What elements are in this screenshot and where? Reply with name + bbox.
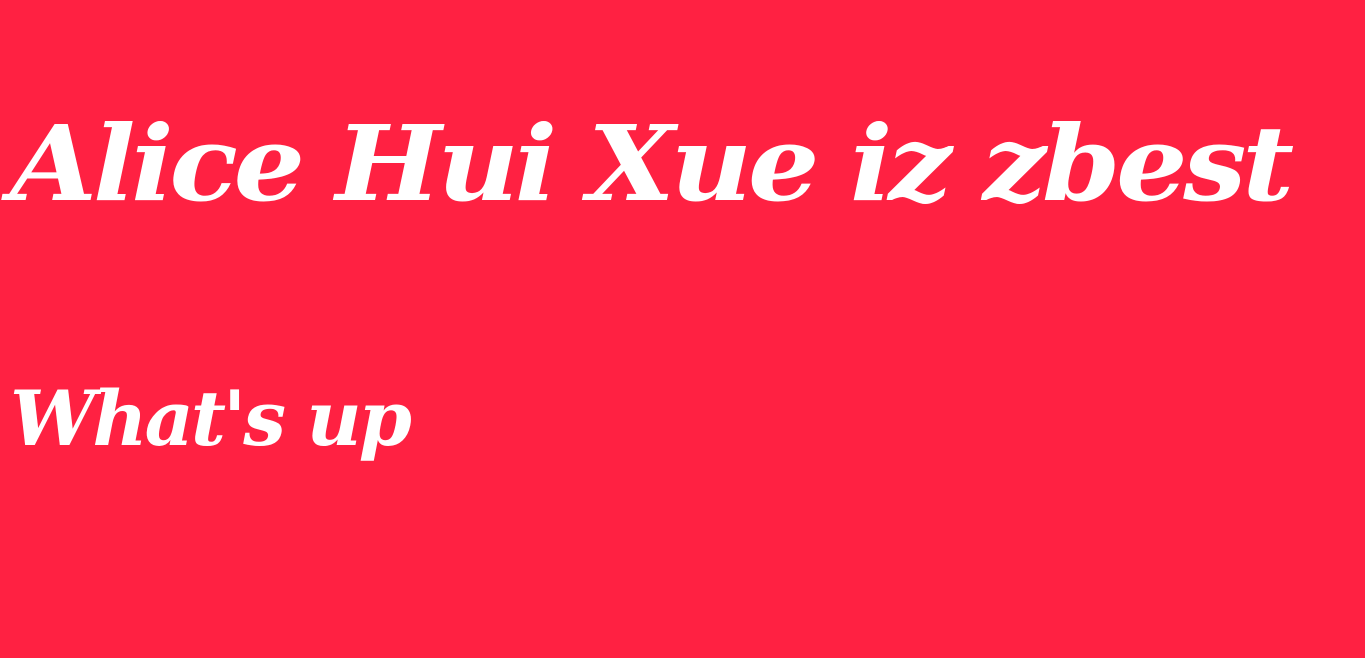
hero-title: Alice Hui Xue iz zbest (10, 102, 1290, 225)
hero-subtitle: What's up (10, 374, 409, 463)
